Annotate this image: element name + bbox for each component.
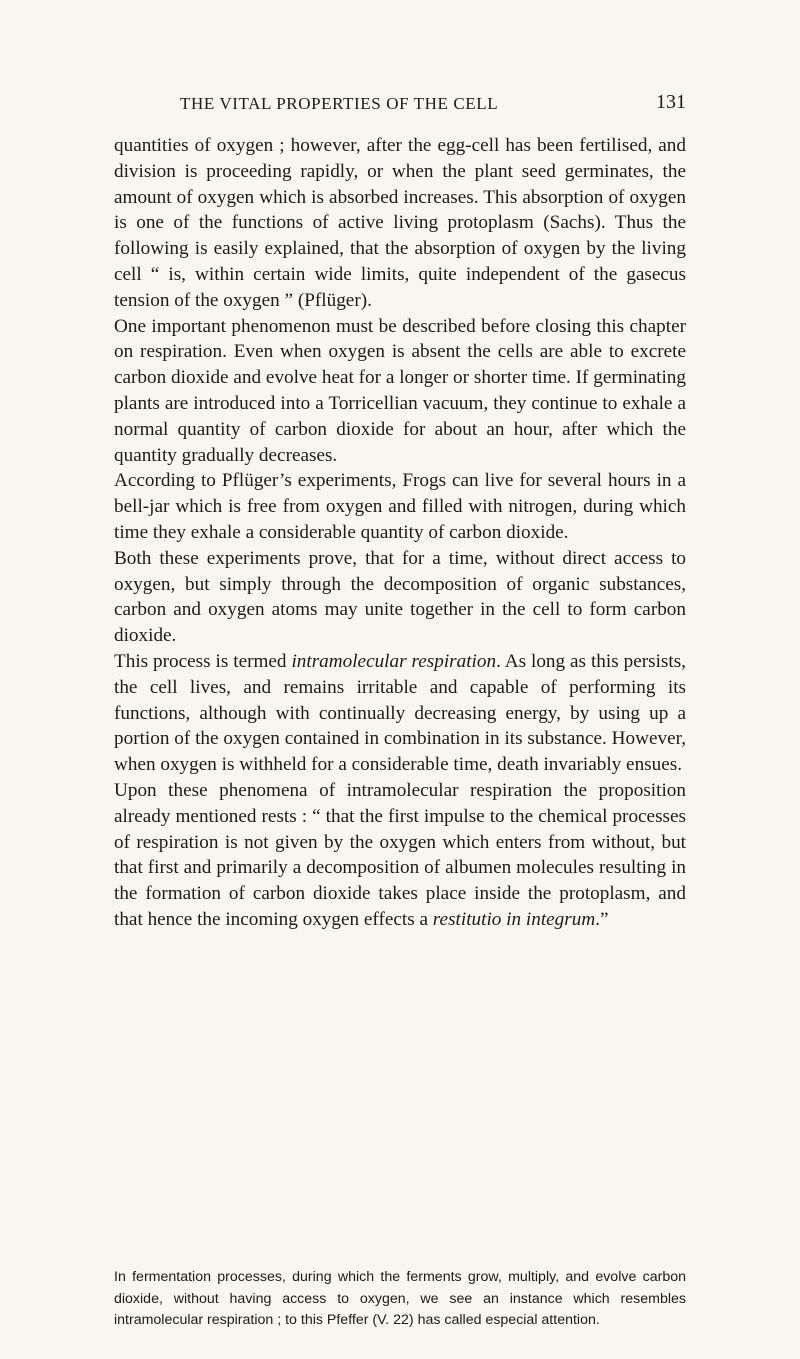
paragraph-4: Both these experiments prove, that for a time, without direct access to oxygen, but simply through the decomposition of organic substances, carbon and oxygen atoms may unite together in the cell to form carbon dioxide. bbox=[114, 547, 686, 647]
paragraph-5-text-start: This process is termed bbox=[114, 650, 292, 672]
body-text bbox=[114, 133, 686, 933]
italic-term-restitutio: restitutio in integrum bbox=[432, 908, 596, 930]
paragraph-5-text-end: . As long as this persists, the cell lives, and remains irritable and capable of performing its functions, although with continually decreasing energy, by using up a portion of the oxygen contained in combination in its substance. However, when oxygen is withheld for a considerable time, death invariably ensues. bbox=[114, 650, 686, 776]
paragraph-6-text-end: .” bbox=[595, 908, 609, 930]
running-head-title: THE VITAL PROPERTIES OF THE CELL bbox=[180, 94, 499, 113]
paragraph-5 bbox=[114, 649, 686, 778]
footnote-text: In fermentation processes, during which the ferments grow, multiply, and evolve carbon dioxide, without having access to oxygen, we see an instance which resembles intramolecular respiration ; to this Pfeffer (V. 22) has called especial attention. bbox=[114, 1269, 686, 1329]
paragraph-1: quantities of oxygen ; however, after the egg-cell has been fertilised, and division is proceeding rapidly, or when the plant seed germinates, the amount of oxygen which is absorbed increases. This absorption of oxygen is one of the functions of active living protoplasm (Sachs). Thus the following is easily explained, that the absorption of oxygen by the living cell “ is, within certain wide limits, quite independent of the gasecus tension of the oxygen ” (Pflüger). bbox=[114, 135, 686, 311]
paragraph-2: One important phenomenon must be described before closing this chapter on respiration. Even when oxygen is absent the cells are able to excrete carbon dioxide and evolve heat for a longer or shorter time. If germinating plants are introduced into a Torricellian vacuum, they continue to exhale a normal quantity of carbon dioxide for about an hour, after which the quantity gradually decreases. bbox=[114, 315, 686, 466]
italic-term-intramolecular-respiration: intramolecular respiration bbox=[291, 650, 497, 672]
footnote bbox=[114, 1267, 686, 1332]
running-head bbox=[114, 90, 686, 120]
paragraph-6 bbox=[114, 778, 686, 933]
paragraph-3: According to Pflüger’s experiments, Frogs can live for several hours in a bell-jar which is free from oxygen and filled with nitrogen, during which time they exhale a considerable quantity of carbon dioxide. bbox=[114, 470, 686, 543]
page-number: 131 bbox=[656, 91, 686, 113]
paragraph-6-text-start: Upon these phenomena of intramolecular respiration the proposition already mentioned rests : “ that the first impulse to the chemical processes of respiration is not given by the oxygen which enters from without, but that first and primarily a decomposition of albumen molecules resulting in the formation of carbon dioxide takes place inside the protoplasm, and that hence the incoming oxygen effects a bbox=[114, 779, 686, 930]
